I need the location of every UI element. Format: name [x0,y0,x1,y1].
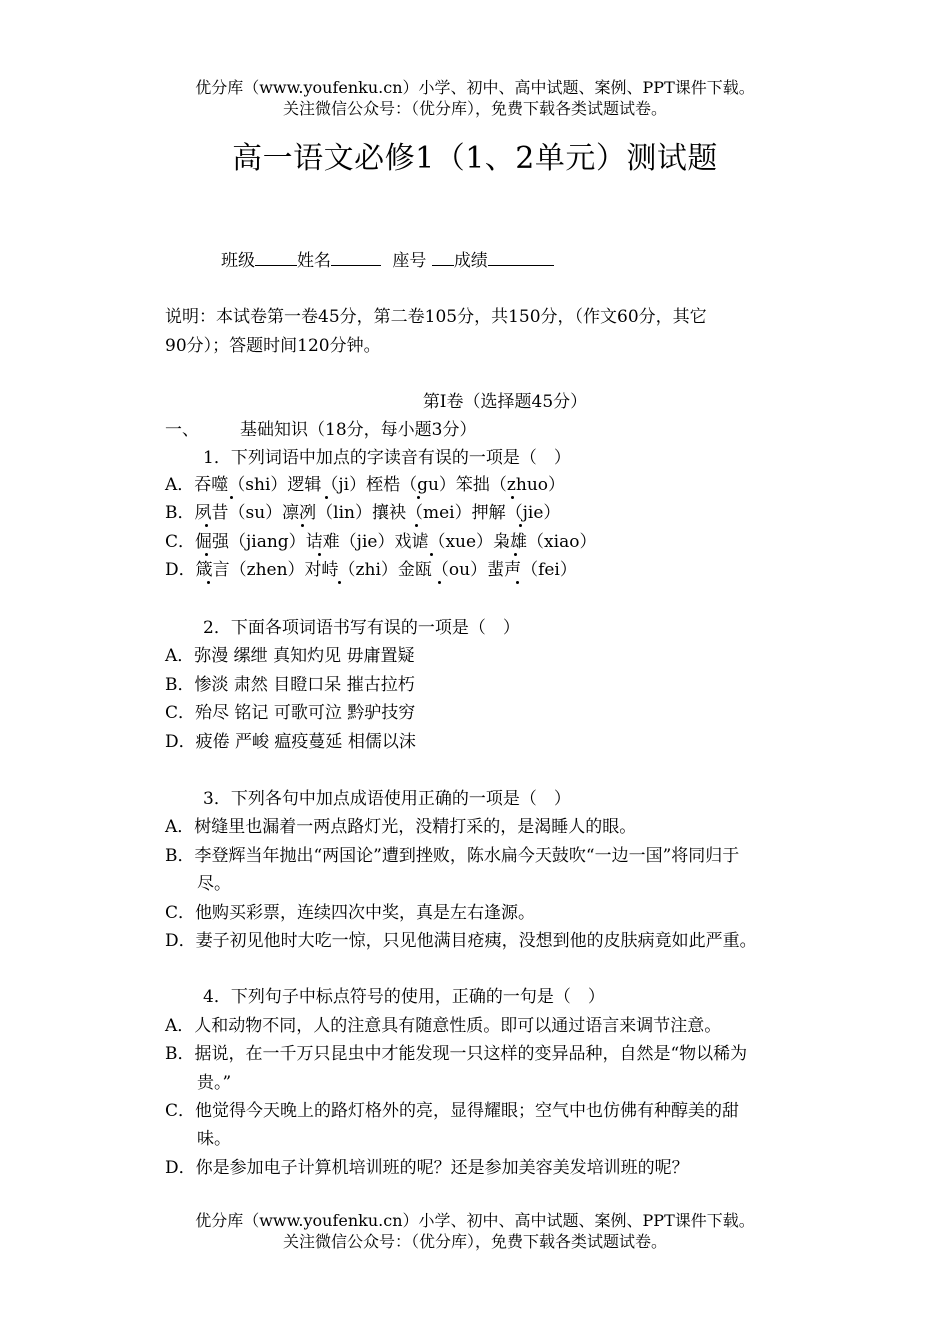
q4-option-b: B．据说，在一千万只昆虫中才能发现一只这样的变异品种，自然是“物以稀为 [165,1044,748,1064]
q4-option-d: D．你是参加电子计算机培训班的呢？还是参加美容美发培训班的呢？ [165,1158,689,1178]
q1-option-b: B．夙昔（su）凛冽（lin）攘袂（mei）押解（jie） [165,503,561,523]
name-label: 姓名 [297,251,331,271]
q4-option-c: C．他觉得今天晚上的路灯格外的亮，显得耀眼；空气中也仿佛有种醇美的甜 [165,1101,740,1121]
q3-option-b-cont: 尽。 [197,874,231,894]
class-label: 班级 [221,251,255,271]
emphasis-dot [338,581,341,584]
question-3-stem: 3．下列各句中加点成语使用正确的一项是（ ） [203,789,571,809]
student-info-row [221,249,554,272]
question-1-stem: 1．下列词语中加点的字读音有误的一项是（ ） [203,448,571,468]
q4-option-b-cont: 贵。” [197,1073,232,1093]
q1-option-a: A．吞噬（shi）逻辑（ji）桎梏（gu）笨拙（zhuo） [165,475,566,495]
emphasis-dot [205,553,208,556]
emphasis-dot [415,524,418,527]
emphasis-dot [511,496,514,499]
q3-option-a: A．树缝里也漏着一两点路灯光，没精打采的，是渴睡人的眼。 [165,817,637,837]
note-line-1: 说明：本试卷第一卷45分，第二卷105分，共150分，（作文60分，其它 [165,307,707,327]
note-line-2: 90分）；答题时间120分钟。 [165,336,381,356]
emphasis-dot [318,553,321,556]
q1-option-c: C．倔强（jiang）诘难（jie）戏谑（xue）枭雄（xiao） [165,532,597,552]
emphasis-dot [438,581,441,584]
part-number: 一、 [165,420,199,440]
seat-label: 座号 [392,251,427,271]
score-blank [488,249,554,266]
q4-option-c-cont: 味。 [197,1129,231,1149]
q2-option-b: B．惨淡 肃然 目瞪口呆 摧古拉朽 [165,675,415,695]
q3-option-d: D．妻子初见他时大吃一惊，只见他满目疮痍，没想到他的皮肤病竟如此严重。 [165,931,757,951]
emphasis-dot [417,496,420,499]
emphasis-dot [516,581,519,584]
page-title: 高一语文必修1（1、2单元）测试题 [232,141,718,176]
q3-option-c: C．他购买彩票，连续四次中奖，真是左右逢源。 [165,903,536,923]
emphasis-dot [205,524,208,527]
emphasis-dot [301,524,304,527]
footer-line-1: 优分库（www.youfenku.cn）小学、初中、高中试题、案例、PPT课件下载。 [195,1211,755,1230]
part-title: 基础知识（18分，每小题3分） [240,420,477,440]
volume-title: 第Ⅰ卷（选择题45分） [422,392,588,412]
name-blank [331,249,381,266]
q3-option-b: B．李登辉当年抛出“两国论”遭到挫败，陈水扁今天鼓吹“一边一国”将同归于 [165,846,740,866]
q1-option-d: D．箴言（zhen）对峙（zhi）金瓯（ou）蜚声（fei） [165,560,577,580]
emphasis-dot [207,581,210,584]
header-line-1: 优分库（www.youfenku.cn）小学、初中、高中试题、案例、PPT课件下载。 [195,78,755,97]
q2-option-c: C．殆尽 铭记 可歌可泣 黔驴技穷 [165,703,416,723]
question-4-stem: 4．下列句子中标点符号的使用，正确的一句是（ ） [203,987,605,1007]
emphasis-dot [519,524,522,527]
q2-option-a: A．弥漫 缧绁 真知灼见 毋庸置疑 [165,646,415,666]
q2-option-d: D．疲倦 严峻 瘟疫蔓延 相儒以沫 [165,732,416,752]
q4-option-a: A．人和动物不同，人的注意具有随意性质。即可以通过语言来调节注意。 [165,1016,722,1036]
header-line-2: 关注微信公众号：（优分库），免费下载各类试题试卷。 [282,99,667,118]
score-label: 成绩 [453,251,488,271]
emphasis-dot [230,496,233,499]
emphasis-dot [514,553,517,556]
seat-blank [432,249,454,266]
class-blank [255,249,297,266]
question-2-stem: 2．下面各项词语书写有误的一项是（ ） [203,618,520,638]
emphasis-dot [325,496,328,499]
emphasis-dot [430,553,433,556]
footer-line-2: 关注微信公众号：（优分库），免费下载各类试题试卷。 [282,1232,667,1251]
